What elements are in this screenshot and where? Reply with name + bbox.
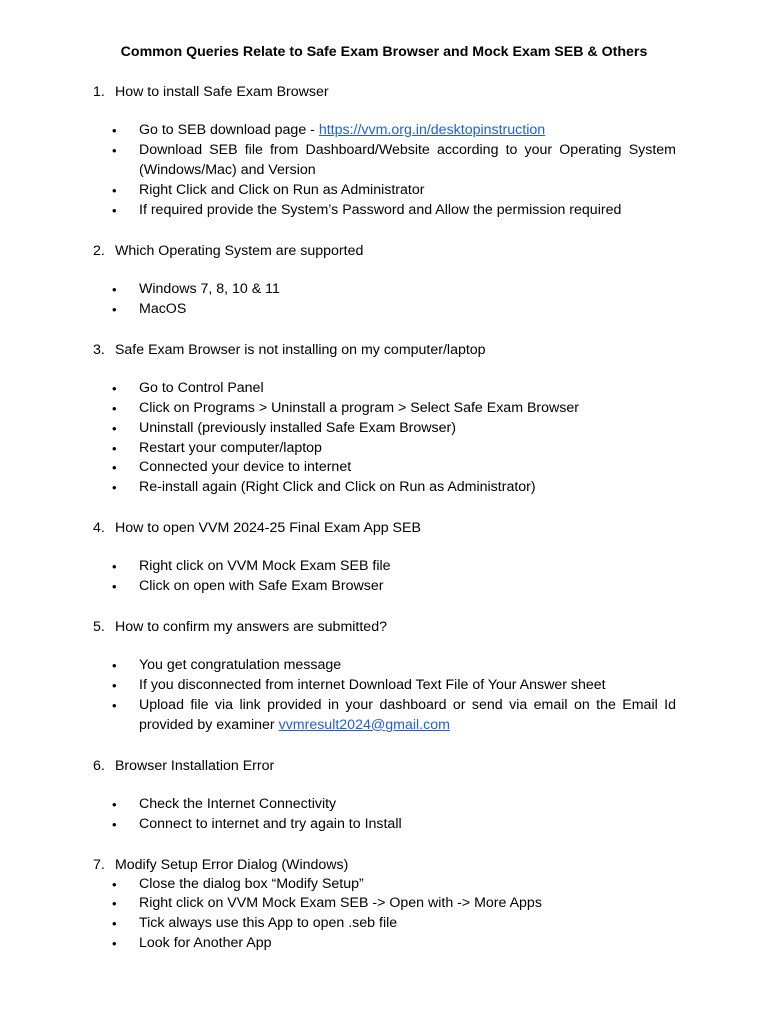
bullet-icon: • bbox=[112, 817, 117, 832]
section-heading-modify-setup bbox=[93, 855, 693, 875]
bullet-icon: • bbox=[112, 877, 117, 892]
list-item-text: Uninstall (previously installed Safe Exam Browser) bbox=[139, 420, 456, 436]
bullet-icon: • bbox=[112, 460, 117, 475]
bullet-icon: • bbox=[112, 302, 117, 317]
section-heading-text: How to open VVM 2024-25 Final Exam App SEB bbox=[114, 520, 421, 536]
section-heading-not-installing bbox=[93, 340, 693, 360]
list-item-text: Click on Programs > Uninstall a program > Select Safe Exam Browser bbox=[139, 400, 579, 416]
section-number: 7. bbox=[93, 857, 105, 873]
section-heading-install bbox=[93, 82, 693, 102]
section-heading-text: Which Operating System are supported bbox=[114, 243, 364, 259]
list-item-text: Check the Internet Connectivity bbox=[139, 796, 337, 812]
list-item bbox=[112, 201, 676, 221]
section-number: 2. bbox=[93, 243, 105, 259]
bullet-icon: • bbox=[112, 678, 117, 693]
bullet-icon: • bbox=[112, 441, 117, 456]
bullet-icon: • bbox=[112, 480, 117, 495]
bullet-icon: • bbox=[112, 183, 117, 198]
section-heading-install-error bbox=[93, 756, 693, 776]
list-item bbox=[112, 557, 676, 577]
list-item bbox=[112, 696, 676, 736]
list-item bbox=[112, 121, 676, 141]
section-heading-os bbox=[93, 241, 693, 261]
section-number: 6. bbox=[93, 758, 105, 774]
list-item bbox=[112, 894, 676, 914]
section-number: 3. bbox=[93, 342, 105, 358]
list-item-text: You get congratulation message bbox=[139, 657, 342, 673]
list-item-text: Download SEB file from Dashboard/Website according to your Operating System (Windows/Mac) and Version bbox=[139, 142, 676, 178]
bullet-icon: • bbox=[112, 698, 117, 713]
list-item-text: Go to Control Panel bbox=[139, 380, 264, 396]
bullet-icon: • bbox=[112, 282, 117, 297]
section-number: 1. bbox=[93, 84, 105, 100]
list-item-text: Connect to internet and try again to Install bbox=[139, 816, 402, 832]
bullet-icon: • bbox=[112, 401, 117, 416]
list-item bbox=[112, 656, 676, 676]
section-heading-confirm-answers bbox=[93, 617, 693, 637]
list-item-text: Re-install again (Right Click and Click on Run as Administrator) bbox=[139, 479, 536, 495]
list-item bbox=[112, 875, 676, 895]
list-item bbox=[112, 181, 676, 201]
list-item-text: Right click on VVM Mock Exam SEB file bbox=[139, 558, 391, 574]
list-item-text: Tick always use this App to open .seb file bbox=[139, 915, 398, 931]
bullet-icon: • bbox=[112, 203, 117, 218]
section-number: 5. bbox=[93, 619, 105, 635]
section-heading-text: Safe Exam Browser is not installing on my computer/laptop bbox=[114, 342, 486, 358]
seb-download-link[interactable]: https://vvm.org.in/desktopinstruction bbox=[318, 122, 546, 138]
list-item bbox=[112, 399, 676, 419]
list-item-text: Upload file via link provided in your dashboard or send via email on the Email Id provided by examiner bbox=[139, 697, 676, 733]
bullet-icon: • bbox=[112, 421, 117, 436]
section-heading-text: Modify Setup Error Dialog (Windows) bbox=[114, 857, 349, 873]
list-item bbox=[112, 815, 676, 835]
bullet-icon: • bbox=[112, 381, 117, 396]
list-item bbox=[112, 280, 676, 300]
list-item bbox=[112, 379, 676, 399]
section-heading-open-app bbox=[93, 518, 693, 538]
list-item bbox=[112, 419, 676, 439]
list-item-text: Look for Another App bbox=[139, 935, 272, 951]
bullet-icon: • bbox=[112, 797, 117, 812]
list-item-text: Windows 7, 8, 10 & 11 bbox=[139, 281, 280, 297]
list-item bbox=[112, 300, 676, 320]
list-item-text: If required provide the System’s Password and Allow the permission required bbox=[139, 202, 622, 218]
section-number: 4. bbox=[93, 520, 105, 536]
list-item bbox=[112, 914, 676, 934]
list-item-text: Close the dialog box “Modify Setup” bbox=[139, 876, 364, 892]
list-item bbox=[112, 795, 676, 815]
section-heading-text: How to confirm my answers are submitted? bbox=[114, 619, 387, 635]
list-item bbox=[112, 676, 676, 696]
bullet-icon: • bbox=[112, 658, 117, 673]
list-item bbox=[112, 478, 676, 498]
list-item-text: Connected your device to internet bbox=[139, 459, 352, 475]
list-item-text: Right Click and Click on Run as Administrator bbox=[139, 182, 425, 198]
list-item-text: Right click on VVM Mock Exam SEB -> Open with -> More Apps bbox=[139, 895, 542, 911]
list-item bbox=[112, 439, 676, 459]
bullet-icon: • bbox=[112, 123, 117, 138]
bullet-icon: • bbox=[112, 579, 117, 594]
bullet-icon: • bbox=[112, 559, 117, 574]
list-item-text: Restart your computer/laptop bbox=[139, 440, 322, 456]
section-heading-text: How to install Safe Exam Browser bbox=[114, 84, 329, 100]
bullet-icon: • bbox=[112, 143, 117, 158]
list-item-text: Click on open with Safe Exam Browser bbox=[139, 578, 384, 594]
page-title: Common Queries Relate to Safe Exam Browser and Mock Exam SEB & Others bbox=[120, 44, 648, 60]
list-item-text: If you disconnected from internet Download Text File of Your Answer sheet bbox=[139, 677, 606, 693]
list-item bbox=[112, 141, 676, 181]
list-item bbox=[112, 577, 676, 597]
bullet-icon: • bbox=[112, 936, 117, 951]
list-item bbox=[112, 934, 676, 954]
bullet-icon: • bbox=[112, 896, 117, 911]
list-item bbox=[112, 458, 676, 478]
result-email-link[interactable]: vvmresult2024@gmail.com bbox=[278, 716, 450, 733]
list-item-text: MacOS bbox=[139, 301, 187, 317]
list-item-text: Go to SEB download page - bbox=[139, 122, 319, 138]
section-heading-text: Browser Installation Error bbox=[114, 758, 275, 774]
bullet-icon: • bbox=[112, 916, 117, 931]
